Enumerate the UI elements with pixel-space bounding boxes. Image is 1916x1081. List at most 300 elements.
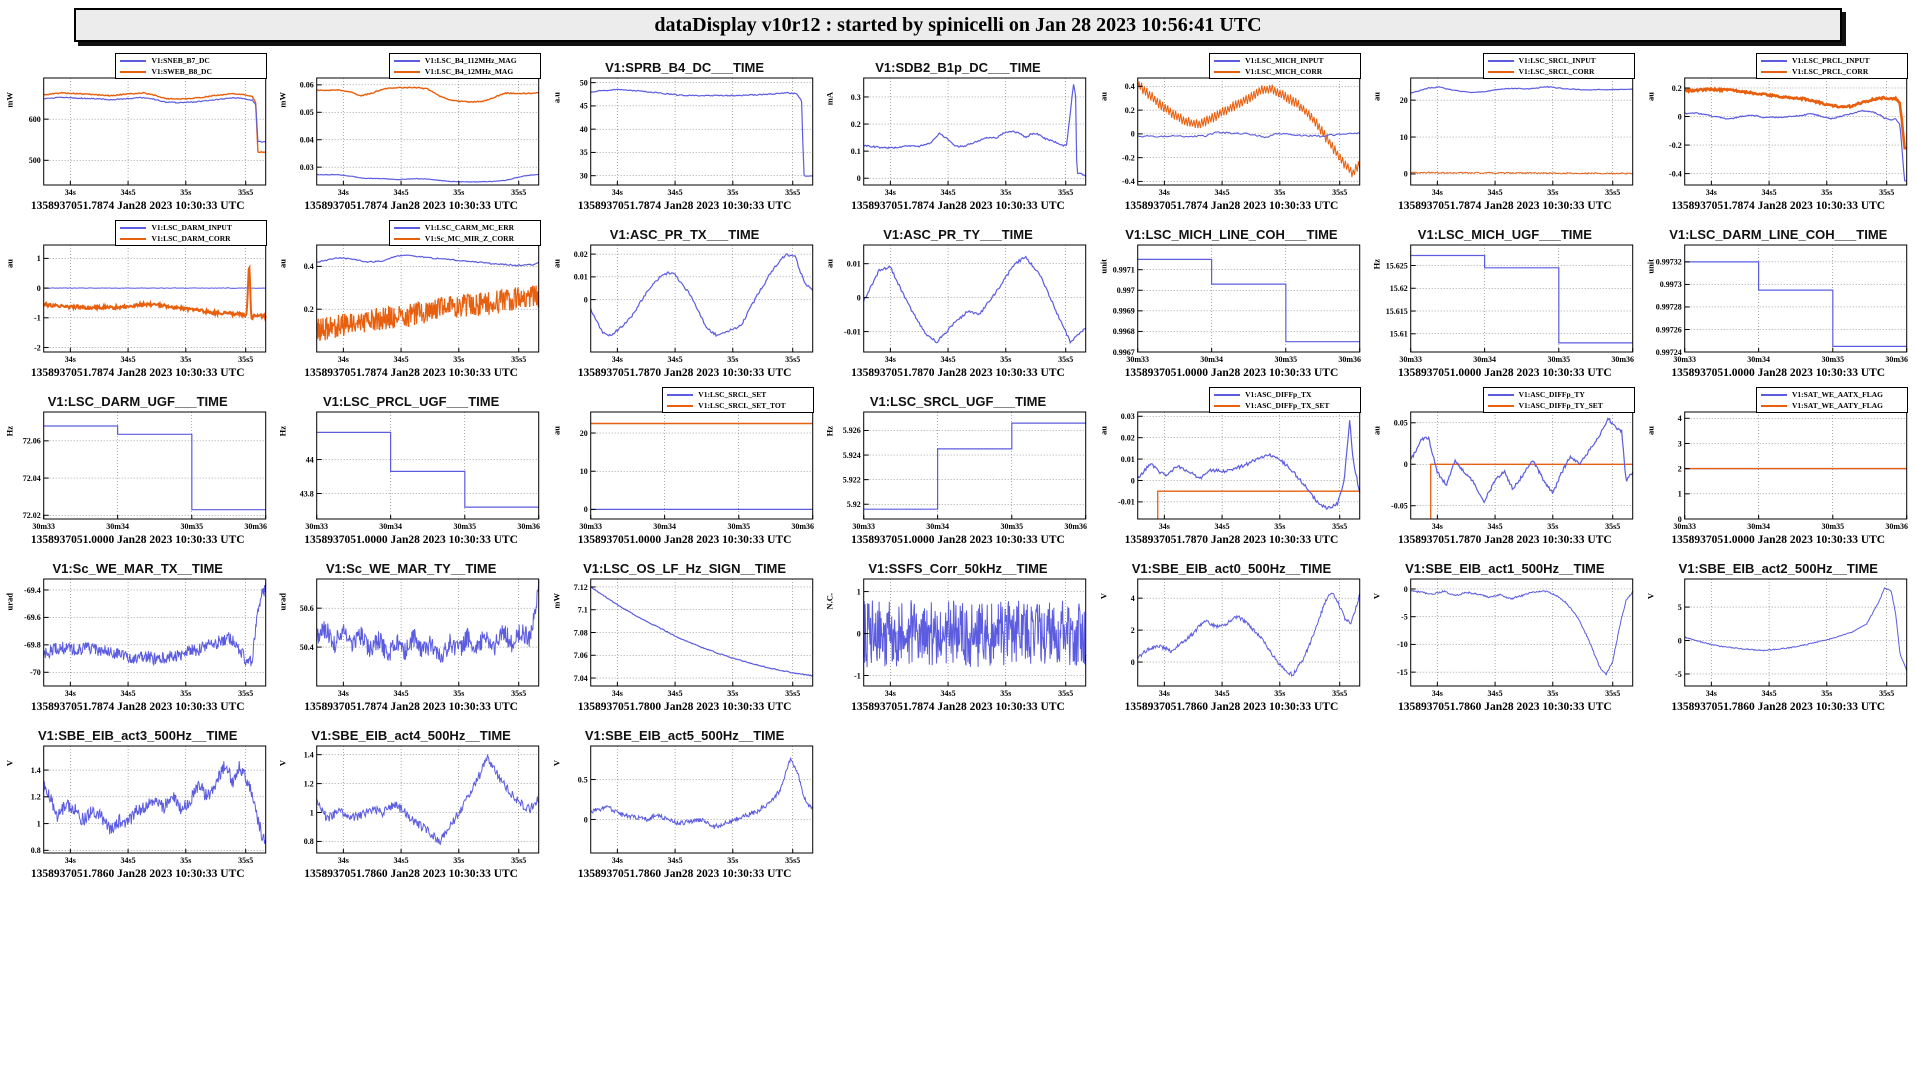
plot-cell — [2, 50, 273, 216]
plot-canvas[interactable] — [1096, 75, 1367, 199]
x-axis — [612, 348, 801, 364]
grid — [317, 746, 539, 853]
legend-channel-label: V1:LSC_B4_112MHz_MAG — [424, 56, 517, 65]
legend-item — [120, 234, 260, 243]
y-tick-label: 35 — [579, 148, 588, 158]
x-tick-label: 30m36 — [517, 522, 541, 531]
y-axis — [1098, 592, 1142, 667]
x-tick-label: 34s5 — [940, 188, 956, 197]
y-axis-unit-label: V — [551, 760, 562, 767]
legend-line-swatch — [120, 227, 146, 229]
plot-canvas[interactable] — [549, 743, 820, 867]
plot-title: V1:LSC_DARM_UGF___TIME — [47, 394, 228, 409]
series-line-blue — [1411, 418, 1633, 502]
legend-channel-label: V1:Sc_MC_MIR_Z_CORR — [424, 234, 515, 243]
y-axis-unit-label: Hz — [4, 426, 15, 437]
grid — [1684, 579, 1906, 686]
plot-frame — [1137, 412, 1359, 519]
legend-channel-label: V1:LSC_SRCL_SET — [698, 390, 767, 399]
y-tick-label: 0 — [856, 293, 861, 303]
x-tick-label: 30m36 — [1338, 355, 1361, 364]
plot-canvas[interactable] — [1643, 75, 1914, 199]
x-tick-label: 30m33 — [305, 522, 329, 531]
x-tick-label: 34s — [338, 689, 350, 698]
y-tick-label: 72.04 — [22, 473, 41, 483]
plot-timestamp: 1358937051.7874 Jan28 2023 10:30:33 UTC — [304, 367, 518, 379]
plot-canvas[interactable] — [1369, 409, 1640, 533]
x-tick-label: 34s — [1431, 188, 1444, 197]
plot-cell — [1643, 217, 1914, 383]
x-tick-label: 35s5 — [238, 856, 254, 865]
x-tick-label: 35s — [727, 689, 739, 698]
plot-timestamp: 1358937051.7874 Jan28 2023 10:30:33 UTC — [1397, 200, 1612, 212]
x-tick-label: 30m34 — [653, 522, 676, 531]
plot-cell — [549, 50, 820, 216]
plot-legend[interactable] — [115, 53, 267, 79]
plot-canvas[interactable] — [822, 409, 1093, 533]
x-axis — [612, 682, 801, 698]
series-line-blue — [44, 426, 266, 510]
x-tick-label: 30m33 — [1672, 355, 1696, 364]
x-axis — [338, 682, 527, 698]
series-line-blue — [44, 583, 266, 666]
x-tick-label: 34s — [1705, 689, 1717, 698]
x-axis — [853, 515, 1088, 531]
plot-header — [275, 50, 546, 75]
plot-header — [1369, 217, 1640, 242]
plot-timestamp: 1358937051.7860 Jan28 2023 10:30:33 UTC — [1671, 701, 1886, 713]
y-axis — [1098, 412, 1142, 507]
plot-timestamp: 1358937051.0000 Jan28 2023 10:30:33 UTC — [30, 534, 245, 546]
y-tick-label: 0.01 — [573, 272, 588, 282]
plot-legend[interactable] — [1756, 387, 1908, 413]
x-tick-label: 35s5 — [1605, 188, 1621, 197]
y-tick-label: 15.625 — [1385, 261, 1408, 271]
plot-timestamp: 1358937051.0000 Jan28 2023 10:30:33 UTC — [1397, 367, 1612, 379]
series-line-blue — [44, 761, 266, 844]
x-tick-label: 35s5 — [511, 188, 527, 197]
y-tick-label: 43.8 — [300, 489, 315, 499]
grid — [1411, 412, 1633, 519]
x-tick-label: 35s5 — [511, 856, 527, 865]
plot-canvas[interactable] — [1096, 409, 1367, 533]
y-tick-label: 40 — [579, 124, 588, 134]
app-title-bar — [74, 8, 1842, 42]
plot-canvas[interactable] — [275, 743, 546, 867]
y-axis — [825, 259, 869, 337]
y-tick-label: 0.03 — [300, 162, 315, 172]
x-tick-label: 34s — [1431, 689, 1444, 698]
legend-line-swatch — [1761, 60, 1787, 62]
y-axis — [1645, 592, 1689, 679]
y-tick-label: 7.1 — [577, 605, 588, 615]
y-tick-label: 72.06 — [22, 436, 41, 446]
plot-frame — [1684, 78, 1906, 185]
y-axis — [1098, 82, 1142, 186]
x-tick-label: 35s — [180, 856, 192, 865]
grid — [1411, 78, 1633, 185]
x-tick-label: 35s5 — [1878, 188, 1894, 197]
y-tick-label: 0 — [36, 283, 41, 293]
x-tick-label: 35s — [727, 856, 739, 865]
x-axis — [1158, 682, 1347, 698]
y-axis-unit-label: urad — [4, 593, 15, 611]
y-axis-unit-label: mW — [278, 92, 289, 108]
plot-timestamp: 1358937051.7874 Jan28 2023 10:30:33 UTC — [577, 200, 792, 212]
plot-legend[interactable] — [662, 387, 814, 413]
plot-header — [2, 384, 273, 409]
plot-frame — [1411, 245, 1633, 352]
y-axis — [278, 259, 322, 314]
y-tick-label: -69.8 — [24, 640, 41, 650]
plot-canvas[interactable] — [1369, 242, 1640, 366]
legend-channel-label: V1:ASC_DIFFp_TX — [1245, 390, 1312, 399]
y-tick-label: 7.04 — [573, 673, 588, 683]
x-tick-label: 34s5 — [393, 355, 410, 364]
plot-frame — [591, 746, 813, 853]
x-tick-label: 30m33 — [579, 522, 602, 531]
y-axis-unit-label: au — [824, 259, 835, 268]
series-line-blue — [317, 432, 539, 507]
x-axis — [65, 682, 254, 698]
x-tick-label: 35s5 — [1058, 355, 1074, 364]
y-tick-label: 0.2 — [850, 119, 861, 129]
plot-header — [275, 718, 546, 743]
y-tick-label: 1 — [1677, 489, 1682, 499]
plot-legend[interactable] — [389, 220, 541, 246]
y-axis — [1372, 419, 1416, 511]
y-tick-label: 7.08 — [573, 628, 588, 638]
plot-header — [549, 50, 820, 75]
grid — [1137, 245, 1359, 352]
x-tick-label: 35s5 — [785, 188, 801, 197]
x-tick-label: 34s5 — [1761, 689, 1777, 698]
plot-canvas[interactable] — [1369, 576, 1640, 700]
y-axis-unit-label: au — [551, 259, 562, 268]
plot-cell — [822, 551, 1093, 717]
plot-timestamp: 1358937051.7874 Jan28 2023 10:30:33 UTC — [30, 367, 245, 379]
y-tick-label: 0.99726 — [1655, 325, 1682, 335]
x-tick-label: 35s5 — [511, 355, 527, 364]
y-tick-label: 0.9973 — [1659, 280, 1682, 290]
plot-canvas[interactable] — [2, 242, 273, 366]
y-tick-label: 0 — [856, 629, 861, 639]
plot-title: V1:SPRB_B4_DC___TIME — [605, 60, 765, 75]
plot-canvas[interactable] — [1369, 75, 1640, 199]
legend-channel-label: V1:LSC_PRCL_INPUT — [1792, 56, 1870, 65]
x-axis — [65, 849, 254, 865]
plot-canvas[interactable] — [275, 576, 546, 700]
x-axis — [1400, 348, 1635, 364]
y-tick-label: 0.5 — [577, 775, 588, 785]
y-axis — [278, 426, 322, 499]
legend-item — [394, 234, 534, 243]
grid — [864, 412, 1086, 519]
y-tick-label: 0 — [1130, 657, 1135, 667]
plot-canvas[interactable] — [1096, 242, 1367, 366]
x-tick-label: 35s — [1273, 689, 1286, 698]
legend-line-swatch — [1214, 394, 1240, 396]
y-axis — [825, 426, 869, 509]
plot-canvas[interactable] — [2, 409, 273, 533]
legend-line-swatch — [1488, 60, 1514, 62]
plot-legend[interactable] — [1483, 53, 1635, 79]
plot-title: V1:SBE_EIB_act2_500Hz__TIME — [1678, 561, 1878, 576]
plot-title: V1:LSC_DARM_LINE_COH___TIME — [1669, 227, 1888, 242]
legend-item — [120, 223, 260, 232]
plot-canvas[interactable] — [275, 409, 546, 533]
plot-timestamp: 1358937051.0000 Jan28 2023 10:30:33 UTC — [577, 534, 792, 546]
series-line-blue — [1137, 420, 1359, 509]
plot-header — [1643, 217, 1914, 242]
y-tick-label: -0.4 — [1668, 169, 1682, 179]
x-tick-label: 30m36 — [1064, 522, 1088, 531]
plot-canvas[interactable] — [2, 743, 273, 867]
y-tick-label: 44 — [306, 455, 315, 465]
x-tick-label: 34s — [1158, 522, 1170, 531]
grid — [864, 245, 1086, 352]
legend-line-swatch — [1214, 405, 1240, 407]
plot-timestamp: 1358937051.0000 Jan28 2023 10:30:33 UTC — [1124, 367, 1339, 379]
y-axis-unit-label: V — [278, 760, 289, 767]
plot-cell — [2, 217, 273, 383]
plot-canvas[interactable] — [549, 242, 820, 366]
plot-canvas[interactable] — [275, 242, 546, 366]
y-tick-label: -5 — [1401, 612, 1408, 622]
plot-cell — [822, 384, 1093, 550]
plot-canvas[interactable] — [1643, 409, 1914, 533]
x-axis — [885, 348, 1074, 364]
plot-legend[interactable] — [389, 53, 541, 79]
plot-canvas[interactable] — [2, 576, 273, 700]
y-tick-label: 0.9969 — [1112, 306, 1135, 316]
grid — [44, 245, 266, 352]
x-tick-label: 35s — [1000, 355, 1012, 364]
plot-title: V1:LSC_PRCL_UGF___TIME — [323, 394, 500, 409]
legend-line-swatch — [394, 238, 420, 240]
legend-channel-label: V1:LSC_DARM_INPUT — [151, 223, 232, 232]
plot-header — [822, 50, 1093, 75]
legend-item — [1488, 401, 1628, 410]
x-tick-label: 34s — [338, 188, 350, 197]
plot-cell — [1369, 217, 1640, 383]
x-axis — [65, 348, 254, 364]
plot-cell — [275, 217, 546, 383]
x-tick-label: 35s — [180, 188, 192, 197]
plot-timestamp: 1358937051.7874 Jan28 2023 10:30:33 UTC — [1124, 200, 1339, 212]
series-line-orange — [317, 87, 539, 102]
y-tick-label: 0.9968 — [1112, 327, 1135, 337]
x-tick-label: 30m33 — [1399, 355, 1423, 364]
plot-frame — [1137, 245, 1359, 352]
legend-channel-label: V1:LSC_MICH_CORR — [1245, 67, 1323, 76]
x-tick-label: 34s5 — [940, 355, 956, 364]
series-line-blue — [1411, 87, 1633, 94]
plot-canvas[interactable] — [549, 75, 820, 199]
series-line-blue — [1684, 110, 1906, 181]
y-axis-unit-label: mA — [824, 92, 835, 106]
y-axis-unit-label: au — [1645, 426, 1656, 435]
x-tick-label: 30m34 — [1746, 522, 1770, 531]
legend-item — [1214, 390, 1354, 399]
plot-frame — [864, 245, 1086, 352]
x-tick-label: 34s5 — [1487, 522, 1503, 531]
x-axis — [338, 348, 527, 364]
plot-header — [275, 217, 546, 242]
y-tick-label: 0.04 — [300, 135, 315, 145]
plot-title: V1:LSC_SRCL_UGF___TIME — [869, 394, 1047, 409]
x-tick-label: 30m36 — [1884, 355, 1908, 364]
y-axis — [278, 593, 322, 652]
plot-canvas[interactable] — [1643, 576, 1914, 700]
plot-cell — [1096, 384, 1367, 550]
plot-cell — [549, 384, 820, 550]
y-axis-unit-label: mW — [551, 593, 562, 609]
y-tick-label: 1 — [36, 254, 41, 264]
x-tick-label: 30m36 — [1611, 355, 1635, 364]
legend-item — [120, 56, 260, 65]
y-tick-label: 50.4 — [300, 642, 315, 652]
x-tick-label: 34s — [611, 188, 623, 197]
series-line-blue — [1411, 256, 1633, 343]
series-line-blue — [1684, 588, 1906, 671]
plot-cell — [549, 217, 820, 383]
x-tick-label: 34s5 — [667, 188, 683, 197]
y-tick-label: 0.4 — [304, 262, 315, 272]
plot-timestamp: 1358937051.0000 Jan28 2023 10:30:33 UTC — [851, 534, 1065, 546]
plot-cell — [1643, 50, 1914, 216]
plot-canvas[interactable] — [275, 75, 546, 199]
y-axis-unit-label: V — [4, 760, 15, 767]
plot-canvas[interactable] — [2, 75, 273, 199]
legend-line-swatch — [394, 71, 420, 73]
plot-frame — [864, 412, 1086, 519]
plot-legend[interactable] — [1209, 53, 1361, 79]
plot-header — [2, 551, 273, 576]
plot-legend[interactable] — [115, 220, 267, 246]
x-tick-label: 35s — [1273, 522, 1286, 531]
y-axis — [1098, 259, 1142, 357]
x-tick-label: 30m33 — [32, 522, 56, 531]
x-tick-label: 35s — [1820, 689, 1832, 698]
legend-line-swatch — [394, 227, 420, 229]
plot-canvas[interactable] — [1096, 576, 1367, 700]
y-axis-unit-label: Hz — [1371, 259, 1382, 270]
x-tick-label: 34s5 — [1214, 689, 1230, 698]
plot-header — [549, 718, 820, 743]
y-axis-unit-label: au — [1098, 426, 1109, 435]
x-tick-label: 35s — [453, 856, 465, 865]
y-axis-unit-label: N.C. — [824, 593, 835, 610]
legend-item — [1761, 67, 1901, 76]
plot-canvas[interactable] — [549, 576, 820, 700]
plot-title: V1:SBE_EIB_act0_500Hz__TIME — [1131, 561, 1332, 576]
plot-cell — [2, 718, 273, 884]
series-line-orange — [44, 92, 266, 152]
y-axis — [552, 78, 596, 180]
y-axis-unit-label: V — [1371, 593, 1382, 600]
plot-timestamp: 1358937051.0000 Jan28 2023 10:30:33 UTC — [1671, 534, 1886, 546]
x-axis — [32, 515, 267, 531]
x-tick-label: 34s — [1431, 522, 1444, 531]
x-tick-label: 34s — [64, 689, 76, 698]
y-axis-unit-label: au — [278, 259, 289, 268]
grid — [1684, 245, 1906, 352]
y-axis — [1645, 414, 1689, 524]
x-tick-label: 35s5 — [1331, 689, 1348, 698]
plot-cell — [1096, 551, 1367, 717]
plot-frame — [317, 746, 539, 853]
plot-title: V1:SBE_EIB_act5_500Hz__TIME — [584, 728, 785, 743]
plot-title: V1:LSC_MICH_LINE_COH___TIME — [1125, 227, 1338, 242]
x-tick-label: 35s5 — [1605, 522, 1621, 531]
y-tick-label: 0.8 — [30, 846, 41, 856]
y-tick-label: 0.4 — [1124, 82, 1135, 92]
y-axis — [552, 426, 596, 515]
plot-legend[interactable] — [1483, 387, 1635, 413]
plot-frame — [317, 78, 539, 185]
plot-legend[interactable] — [1756, 53, 1908, 79]
x-tick-label: 34s — [1158, 188, 1170, 197]
y-tick-label: 0 — [583, 815, 588, 825]
x-tick-label: 35s5 — [785, 689, 801, 698]
x-axis — [1705, 682, 1894, 698]
legend-item — [667, 390, 807, 399]
x-axis — [1705, 181, 1894, 197]
y-tick-label: 15.61 — [1389, 329, 1408, 339]
y-tick-label: 72.02 — [22, 511, 41, 521]
plot-cell — [1643, 384, 1914, 550]
y-axis — [5, 254, 49, 352]
grid — [1411, 245, 1633, 352]
series-line-blue — [864, 423, 1086, 509]
plot-header — [1096, 50, 1367, 75]
x-tick-label: 35s — [727, 188, 739, 197]
plot-cell — [275, 50, 546, 216]
plot-header — [822, 551, 1093, 576]
y-tick-label: 0.99724 — [1655, 347, 1682, 357]
x-tick-label: 30m35 — [1000, 522, 1024, 531]
x-tick-label: 34s5 — [120, 188, 136, 197]
y-tick-label: 0.01 — [1120, 454, 1135, 464]
legend-channel-label: V1:LSC_PRCL_CORR — [1792, 67, 1869, 76]
y-axis — [278, 81, 322, 172]
legend-channel-label: V1:ASC_DIFFp_TY_SET — [1518, 401, 1603, 410]
y-axis-unit-label: Hz — [824, 426, 835, 437]
x-tick-label: 35s — [1000, 689, 1012, 698]
y-axis-unit-label: au — [1645, 92, 1656, 101]
plot-timestamp: 1358937051.7870 Jan28 2023 10:30:33 UTC — [851, 367, 1065, 379]
plot-canvas[interactable] — [822, 75, 1093, 199]
x-axis — [65, 181, 254, 197]
plot-canvas[interactable] — [822, 576, 1093, 700]
plot-cell — [275, 551, 546, 717]
plot-timestamp: 1358937051.7874 Jan28 2023 10:30:33 UTC — [30, 200, 245, 212]
y-axis-unit-label: urad — [278, 593, 289, 611]
x-tick-label: 34s5 — [667, 856, 683, 865]
plot-canvas[interactable] — [549, 409, 820, 533]
plot-legend[interactable] — [1209, 387, 1361, 413]
x-tick-label: 34s — [885, 689, 897, 698]
grid — [1137, 412, 1359, 519]
plot-canvas[interactable] — [822, 242, 1093, 366]
y-tick-label: 1 — [310, 808, 315, 818]
plot-canvas[interactable] — [1643, 242, 1914, 366]
y-axis-unit-label: unit — [1645, 259, 1656, 274]
y-axis-unit-label: a.u — [551, 92, 562, 104]
plot-header — [1096, 384, 1367, 409]
x-tick-label: 30m34 — [106, 522, 129, 531]
